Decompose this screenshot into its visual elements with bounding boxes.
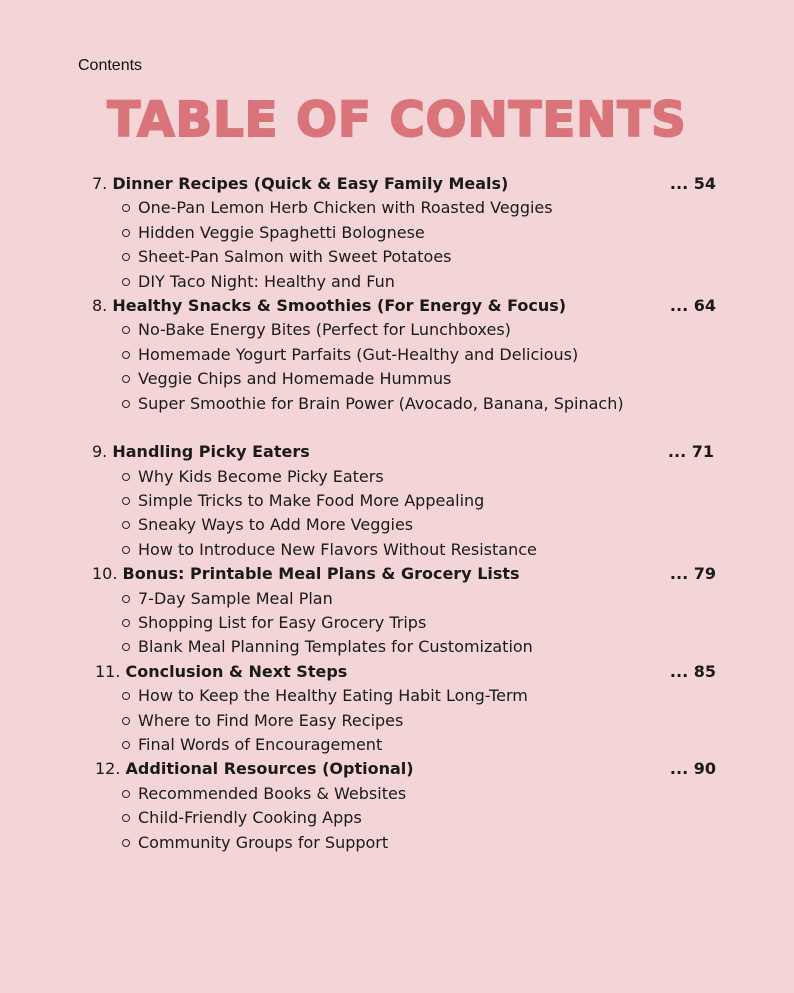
toc-item-label: Shopping List for Easy Grocery Trips [138, 613, 427, 633]
toc-item-label: How to Introduce New Flavors Without Resistance [138, 539, 537, 559]
contents-label: Contents [78, 57, 143, 74]
toc-item-label: One-Pan Lemon Herb Chicken with Roasted Veggies [138, 198, 553, 218]
section-entry [92, 294, 566, 318]
toc-item-label: Sheet-Pan Salmon with Sweet Potatoes [138, 247, 452, 267]
toc-section-10[interactable] [0, 562, 794, 586]
toc-item-label: Hidden Veggie Spaghetti Bolognese [138, 222, 425, 242]
toc-item[interactable] [0, 513, 626, 537]
toc-item-label: Community Groups for Support [138, 832, 389, 852]
section-number: 7. [92, 174, 108, 193]
toc-item-label: Where to Find More Easy Recipes [138, 710, 404, 730]
toc-section-12[interactable] [0, 757, 794, 781]
section-number: 9. [92, 442, 108, 462]
toc-item-label: Simple Tricks to Make Food More Appealing [138, 491, 485, 511]
toc-item[interactable] [0, 318, 626, 342]
section-entry [95, 660, 347, 684]
section-page-number: ... 85 [669, 661, 716, 681]
section-heading: Healthy Snacks & Smoothies (For Energy & Focus) [112, 295, 567, 315]
section-entry [92, 562, 520, 586]
section-heading: Handling Picky Eaters [112, 442, 310, 462]
section-page-number: ... 64 [669, 295, 716, 315]
toc-item-label: Homemade Yogurt Parfaits (Gut-Healthy and Delicious) [138, 344, 579, 364]
toc-item[interactable] [0, 489, 626, 513]
page-title: TABLE OF CONTENTS [107, 92, 687, 148]
toc-section-11[interactable] [0, 660, 794, 684]
toc-item-label: Blank Meal Planning Templates for Customization [138, 637, 533, 657]
toc-item[interactable] [0, 270, 626, 294]
toc-section-9[interactable] [0, 440, 794, 464]
toc-item-label: Final Words of Encouragement [138, 735, 383, 754]
section-page-number: ... 71 [667, 442, 714, 462]
section-number: 10. [92, 564, 118, 584]
toc-item-label: Recommended Books & Websites [138, 783, 407, 803]
toc-item[interactable] [0, 367, 626, 391]
section-number: 12. [95, 759, 121, 779]
toc-item-label: 7-Day Sample Meal Plan [138, 588, 333, 608]
toc-section-7[interactable] [0, 172, 794, 196]
toc-item[interactable] [0, 831, 626, 855]
toc-item-label: DIY Taco Night: Healthy and Fun [138, 271, 395, 291]
toc-item-label: Sneaky Ways to Add More Veggies [138, 515, 414, 535]
toc-item-label: Veggie Chips and Homemade Hummus [138, 369, 452, 389]
section-heading: Bonus: Printable Meal Plans & Grocery Lists [122, 564, 520, 584]
toc-item[interactable] [0, 684, 626, 708]
toc-item[interactable] [0, 709, 626, 733]
toc-item-label: Child-Friendly Cooking Apps [138, 808, 362, 828]
toc-item[interactable] [0, 806, 626, 830]
toc-item-label: No-Bake Energy Bites (Perfect for Lunchboxes) [138, 320, 511, 340]
section-number: 11. [95, 661, 121, 681]
toc-item-label: Super Smoothie for Brain Power (Avocado, Banana, Spinach) [138, 393, 624, 413]
section-entry [92, 440, 310, 464]
toc-item[interactable] [0, 196, 626, 220]
section-entry [92, 172, 508, 196]
toc-item[interactable] [0, 343, 626, 367]
toc-item[interactable] [0, 392, 626, 441]
toc-section-8[interactable] [0, 294, 794, 318]
section-page-number: ... 79 [669, 564, 716, 584]
toc-item[interactable] [0, 221, 626, 245]
section-heading: Conclusion & Next Steps [125, 661, 348, 681]
toc-item[interactable] [0, 733, 626, 757]
toc-item[interactable] [0, 538, 626, 562]
section-page-number: ... 54 [669, 174, 716, 193]
toc-item-label: Why Kids Become Picky Eaters [138, 466, 384, 486]
toc-item-label: How to Keep the Healthy Eating Habit Long-Term [138, 686, 528, 706]
toc-item[interactable] [0, 465, 626, 489]
toc-item[interactable] [0, 245, 626, 269]
toc-item[interactable] [0, 587, 626, 611]
section-heading: Additional Resources (Optional) [125, 759, 414, 779]
table-of-contents [0, 172, 794, 855]
section-number: 8. [92, 295, 108, 315]
toc-item[interactable] [0, 635, 626, 659]
section-entry [95, 757, 414, 781]
section-heading: Dinner Recipes (Quick & Easy Family Meals) [112, 174, 509, 193]
section-page-number: ... 90 [669, 759, 716, 779]
toc-item[interactable] [0, 782, 626, 806]
toc-item[interactable] [0, 611, 626, 635]
